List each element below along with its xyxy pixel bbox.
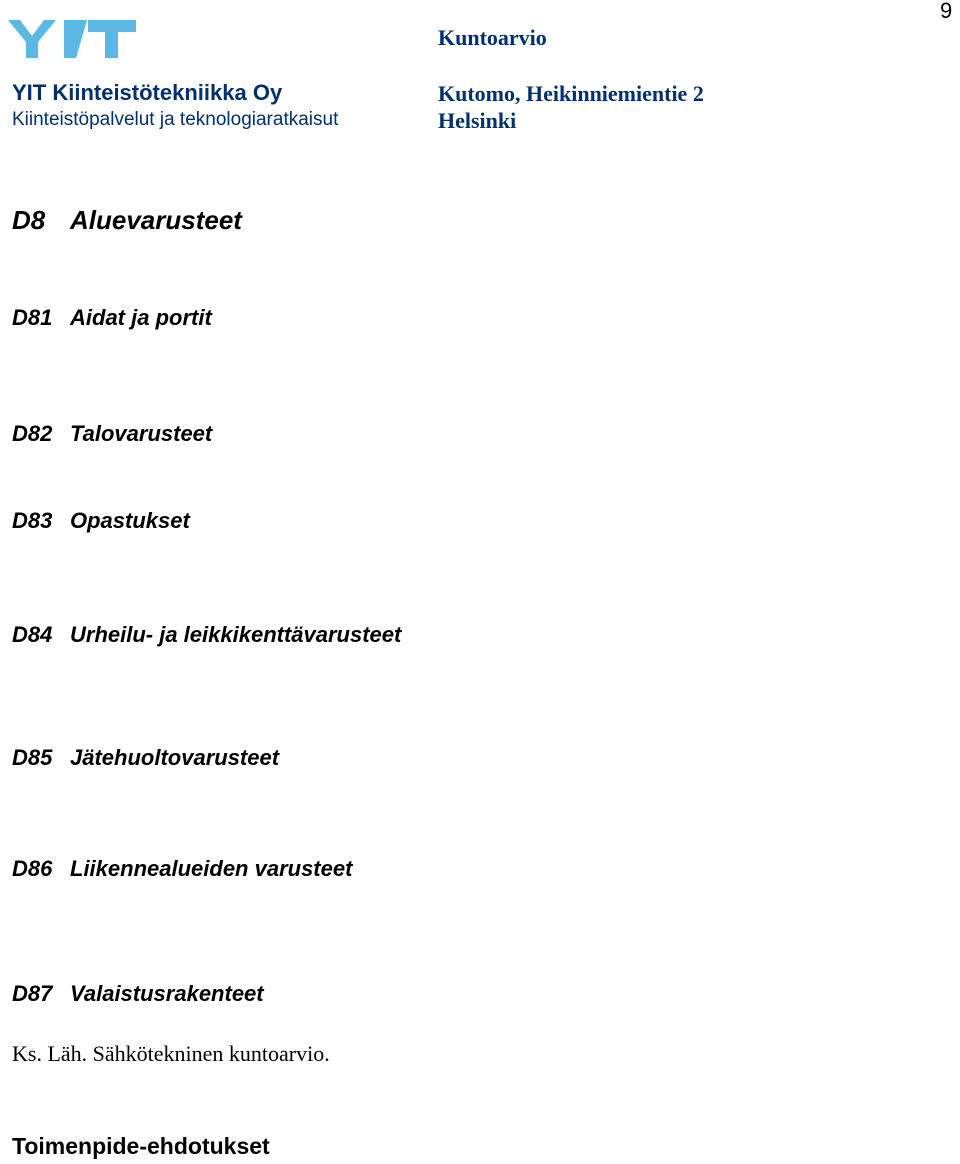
company-name: YIT Kiinteistötekniikka Oy [12,80,283,105]
subsection-heading [12,622,401,648]
subsection-code: D84 [12,622,53,647]
reference-note: Ks. Läh. Sähkötekninen kuntoarvio. [12,1041,330,1066]
subsection-code: D81 [12,305,53,330]
document-type: Kuntoarvio [438,25,547,50]
subsection-heading [12,856,352,882]
logo-letter-t [88,20,136,58]
section-heading [12,205,242,236]
subsection-heading [12,421,212,447]
footer-heading: Toimenpide-ehdotukset [12,1133,270,1159]
logo-letter-i [64,20,87,58]
subsection-title: Opastukset [70,508,190,533]
page-number: 9 [940,0,953,23]
subsection-code: D86 [12,856,53,881]
subsection-code: D83 [12,508,53,533]
subsection-title: Urheilu- ja leikkikenttävarusteet [70,622,402,647]
site-address: Kutomo, Heikinniemientie 2 [438,81,704,106]
subsection-title: Talovarusteet [70,421,213,446]
subsection-heading [12,508,190,534]
subsection-title: Aidat ja portit [70,305,212,330]
section-title: Aluevarusteet [70,205,242,235]
logo-letter-y [8,20,56,58]
section-code: D8 [12,205,46,235]
site-city: Helsinki [438,108,517,133]
subsection-heading [12,305,212,331]
subsection-title: Liikennealueiden varusteet [70,856,353,881]
subsection-code: D85 [12,745,53,770]
subsection-heading [12,745,279,771]
subsection-title: Jätehuoltovarusteet [70,745,280,770]
yit-logo [8,20,138,60]
subsection-heading [12,981,264,1007]
subsection-title: Valaistusrakenteet [70,981,264,1006]
subsection-code: D82 [12,421,53,446]
company-unit: Kiinteistöpalvelut ja teknologiaratkaisut [12,109,339,130]
subsection-code: D87 [12,981,53,1006]
